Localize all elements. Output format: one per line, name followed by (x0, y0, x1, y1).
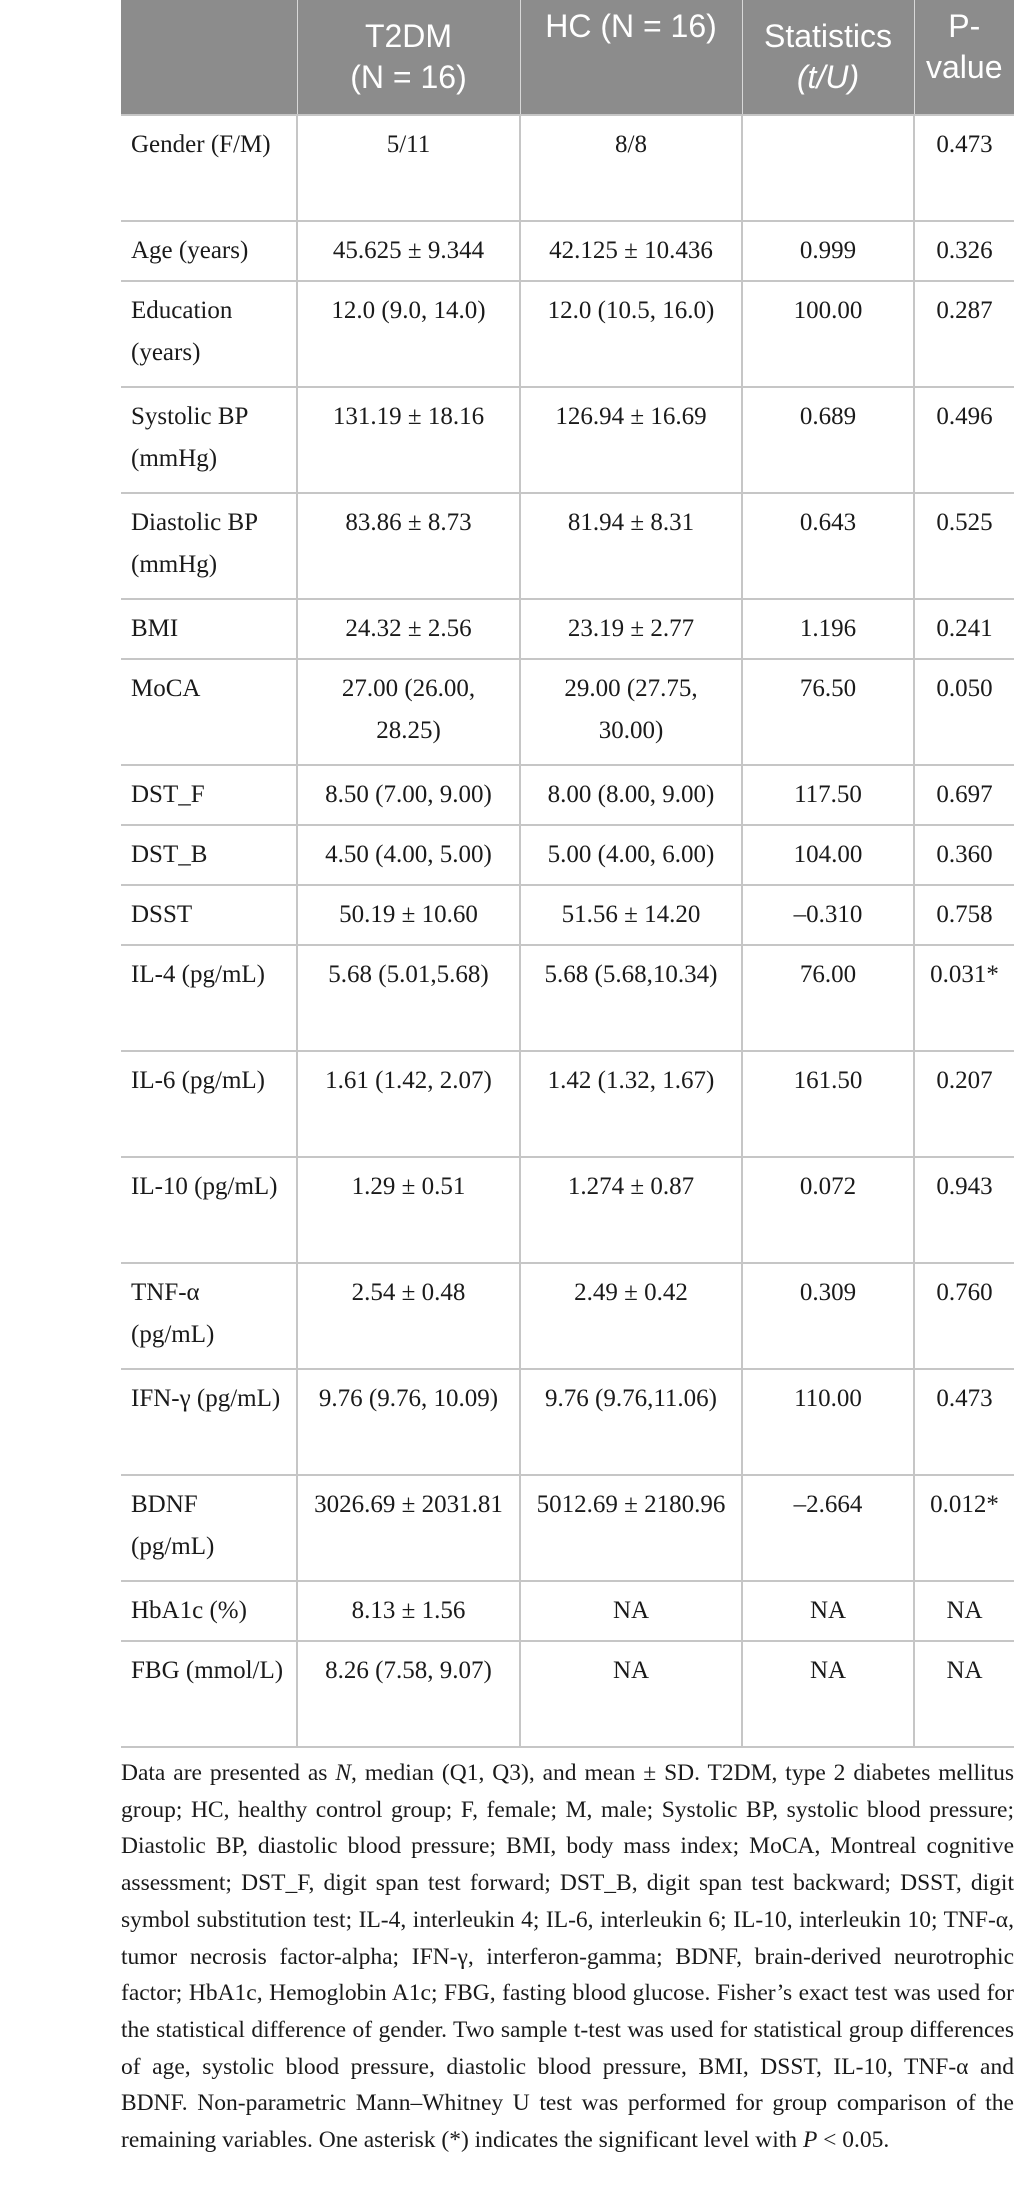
cell-pvalue: NA (914, 1581, 1014, 1641)
cell-hc: 9.76 (9.76,11.06) (520, 1369, 742, 1475)
table-row (121, 599, 1014, 659)
row-label: FBG (mmol/L) (121, 1641, 297, 1747)
cell-pvalue: 0.207 (914, 1051, 1014, 1157)
table-row (121, 1641, 1014, 1747)
row-label: Age (years) (121, 221, 297, 281)
table-row (121, 659, 1014, 765)
header-pvalue-label: P-value (926, 8, 1003, 85)
table-row (121, 765, 1014, 825)
cell-pvalue: 0.943 (914, 1157, 1014, 1263)
footnote-part3: < 0.05. (817, 2127, 890, 2154)
cell-statistic: 117.50 (742, 765, 914, 825)
row-label: IL-4 (pg/mL) (121, 945, 297, 1051)
row-label: IFN-γ (pg/mL) (121, 1369, 297, 1475)
cell-statistic: 0.999 (742, 221, 914, 281)
cell-statistic: 0.689 (742, 387, 914, 493)
cell-statistic: 100.00 (742, 281, 914, 387)
header-hc-name: HC (545, 8, 592, 44)
cell-pvalue: 0.360 (914, 825, 1014, 885)
table-footnote (121, 1755, 1014, 2159)
cell-hc: 2.49 ± 0.42 (520, 1263, 742, 1369)
cell-statistic: –0.310 (742, 885, 914, 945)
cell-hc: 23.19 ± 2.77 (520, 599, 742, 659)
cell-statistic: 0.643 (742, 493, 914, 599)
header-statistics (742, 0, 914, 115)
table-row (121, 221, 1014, 281)
cell-t2dm: 5.68 (5.01,5.68) (297, 945, 520, 1051)
cell-statistic: –2.664 (742, 1475, 914, 1581)
table-row (121, 945, 1014, 1051)
cell-t2dm: 1.29 ± 0.51 (297, 1157, 520, 1263)
row-label: HbA1c (%) (121, 1581, 297, 1641)
footnote-n: N (335, 1760, 352, 1786)
cell-hc: 5.00 (4.00, 6.00) (520, 825, 742, 885)
table-row (121, 825, 1014, 885)
row-label: Education (years) (121, 281, 297, 387)
row-label: TNF-α (pg/mL) (121, 1263, 297, 1369)
cell-statistic: 161.50 (742, 1051, 914, 1157)
cell-hc: 81.94 ± 8.31 (520, 493, 742, 599)
footnote-part1: Data are presented as (121, 1760, 336, 1786)
row-label: DST_B (121, 825, 297, 885)
cell-t2dm: 8.13 ± 1.56 (297, 1581, 520, 1641)
cell-pvalue: 0.496 (914, 387, 1014, 493)
cell-t2dm: 1.61 (1.42, 2.07) (297, 1051, 520, 1157)
table-row (121, 1157, 1014, 1263)
header-statistics-name: Statistics (763, 18, 893, 54)
row-label: Gender (F/M) (121, 115, 297, 221)
header-hc-n: (N = 16) (600, 8, 717, 44)
cell-pvalue: 0.287 (914, 281, 1014, 387)
cell-pvalue: 0.697 (914, 765, 1014, 825)
row-label: DSST (121, 885, 297, 945)
cell-hc: 126.94 ± 16.69 (520, 387, 742, 493)
cell-statistic: NA (742, 1641, 914, 1747)
cell-pvalue: 0.758 (914, 885, 1014, 945)
row-label: DST_F (121, 765, 297, 825)
header-blank (121, 0, 297, 115)
cell-t2dm: 8.50 (7.00, 9.00) (297, 765, 520, 825)
cell-hc: 1.274 ± 0.87 (520, 1157, 742, 1263)
cell-pvalue: 0.012* (914, 1475, 1014, 1581)
row-label: Systolic BP (mmHg) (121, 387, 297, 493)
footnote-part2: , median (Q1, Q3), and mean ± SD. T2DM, type 2 diabetes mellitus group; HC, healthy control group; F, female; M, male; Systolic BP, systolic blood pressure; Diastolic BP, diastolic blood pressure; BMI, body mass index; MoCA, Montreal cognitive assessment; DST_F, digit span test forward; DST_B, digit span test backward; DSST, digit symbol substitution test; IL-4, interleukin 4; IL-6, interleukin 6; IL-10, interleukin 10; TNF-α, tumor necrosis factor-alpha; IFN-γ, interferon-gamma; BDNF, brain-derived neurotrophic factor; HbA1c, Hemoglobin A1c; FBG, fasting blood glucose. Fisher’s exact test was used for the statistical difference of gender. Two sample t-test was used for statistical group differences of age, systolic blood pressure, diastolic blood pressure, BMI, DSST, IL-10, TNF-α and BDNF. Non-parametric Mann–Whitney U test was performed for group comparison of the remaining variables. One asterisk (*) indicates the significant level with (121, 1760, 1014, 2154)
cell-hc: 42.125 ± 10.436 (520, 221, 742, 281)
cell-hc: 5.68 (5.68,10.34) (520, 945, 742, 1051)
row-label: IL-6 (pg/mL) (121, 1051, 297, 1157)
table-row (121, 493, 1014, 599)
cell-statistic: 1.196 (742, 599, 914, 659)
cell-pvalue: 0.473 (914, 1369, 1014, 1475)
cell-statistic: 76.50 (742, 659, 914, 765)
cell-t2dm: 4.50 (4.00, 5.00) (297, 825, 520, 885)
table-row (121, 1475, 1014, 1581)
row-label: BDNF (pg/mL) (121, 1475, 297, 1581)
cell-pvalue: 0.326 (914, 221, 1014, 281)
cell-hc: 8/8 (520, 115, 742, 221)
cell-t2dm: 24.32 ± 2.56 (297, 599, 520, 659)
cell-hc: 8.00 (8.00, 9.00) (520, 765, 742, 825)
table-row (121, 387, 1014, 493)
cell-statistic: 110.00 (742, 1369, 914, 1475)
header-statistics-sub: (t/U) (796, 59, 860, 95)
header-t2dm-name: T2DM (364, 18, 453, 54)
table-row (121, 885, 1014, 945)
table-row (121, 1051, 1014, 1157)
cell-t2dm: 5/11 (297, 115, 520, 221)
cell-pvalue: 0.525 (914, 493, 1014, 599)
cell-t2dm: 45.625 ± 9.344 (297, 221, 520, 281)
cell-statistic: 0.072 (742, 1157, 914, 1263)
table-row (121, 1369, 1014, 1475)
cell-t2dm: 9.76 (9.76, 10.09) (297, 1369, 520, 1475)
cell-t2dm: 2.54 ± 0.48 (297, 1263, 520, 1369)
cell-hc: NA (520, 1641, 742, 1747)
cell-statistic: 0.309 (742, 1263, 914, 1369)
cell-statistic: 76.00 (742, 945, 914, 1051)
cell-t2dm: 8.26 (7.58, 9.07) (297, 1641, 520, 1747)
cell-hc: 5012.69 ± 2180.96 (520, 1475, 742, 1581)
header-pvalue (914, 0, 1014, 115)
table-body (121, 115, 1014, 1747)
demographics-table (121, 0, 1014, 1748)
footnote-p: P (802, 2127, 818, 2154)
cell-statistic (742, 115, 914, 221)
row-label: MoCA (121, 659, 297, 765)
cell-t2dm: 27.00 (26.00, 28.25) (297, 659, 520, 765)
table-row (121, 1581, 1014, 1641)
row-label: Diastolic BP (mmHg) (121, 493, 297, 599)
table-row (121, 281, 1014, 387)
cell-t2dm: 131.19 ± 18.16 (297, 387, 520, 493)
table-row (121, 1263, 1014, 1369)
cell-pvalue: 0.241 (914, 599, 1014, 659)
header-hc (520, 0, 742, 115)
cell-hc: NA (520, 1581, 742, 1641)
table-header-row (121, 0, 1014, 115)
cell-hc: 1.42 (1.32, 1.67) (520, 1051, 742, 1157)
cell-t2dm: 3026.69 ± 2031.81 (297, 1475, 520, 1581)
cell-hc: 51.56 ± 14.20 (520, 885, 742, 945)
cell-pvalue: 0.473 (914, 115, 1014, 221)
cell-hc: 12.0 (10.5, 16.0) (520, 281, 742, 387)
row-label: BMI (121, 599, 297, 659)
cell-pvalue: 0.760 (914, 1263, 1014, 1369)
row-label: IL-10 (pg/mL) (121, 1157, 297, 1263)
cell-statistic: NA (742, 1581, 914, 1641)
cell-statistic: 104.00 (742, 825, 914, 885)
cell-t2dm: 12.0 (9.0, 14.0) (297, 281, 520, 387)
cell-t2dm: 50.19 ± 10.60 (297, 885, 520, 945)
cell-t2dm: 83.86 ± 8.73 (297, 493, 520, 599)
cell-pvalue: 0.050 (914, 659, 1014, 765)
cell-hc: 29.00 (27.75, 30.00) (520, 659, 742, 765)
header-t2dm (297, 0, 520, 115)
cell-pvalue: NA (914, 1641, 1014, 1747)
header-t2dm-n: (N = 16) (350, 59, 467, 95)
table-row (121, 115, 1014, 221)
cell-pvalue: 0.031* (914, 945, 1014, 1051)
